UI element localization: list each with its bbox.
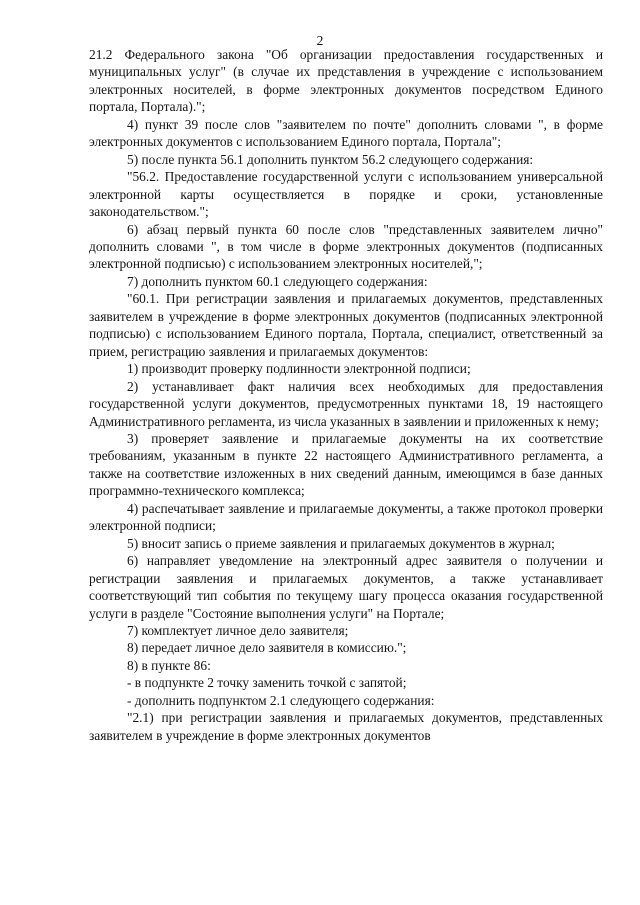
paragraph: "56.2. Предоставление государственной услуги с использованием универсальной электронной карты осуществляется в порядке и сроки, установленные законодательством."; [89,169,603,220]
paragraph: 7) дополнить пунктом 60.1 следующего содержания: [127,273,428,289]
paragraph: 5) после пункта 56.1 дополнить пунктом 56.2 следующего содержания: [127,151,534,167]
paragraph: 6) направляет уведомление на электронный адрес заявителя о получении и регистрации заявления и прилагаемых документов, а также устанавливает соответствующий тип события по текущему шагу процесса оказания государственной услуги в разделе "Состояние выполнения услуги" на Портале; [89,553,603,621]
paragraph: - в подпункте 2 точку заменить точкой с запятой; [127,675,407,691]
paragraph: 7) комплектует личное дело заявителя; [127,622,349,638]
paragraph: 6) абзац первый пункта 60 после слов "представленных заявителем лично" дополнить словами ", в том числе в форме электронных документов (подписанных электронной подписью) с использованием электронных носителей,"; [89,221,603,272]
paragraph: 8) в пункте 86: [127,657,211,673]
page-number: 2 [316,33,324,48]
paragraph: 5) вносит запись о приеме заявления и прилагаемых документов в журнал; [127,535,555,551]
paragraph: - дополнить подпунктом 2.1 следующего содержания: [127,692,435,708]
paragraph: "2.1) при регистрации заявления и прилагаемых документов, представленных заявителем в учреждение в форме электронных документов [89,710,603,743]
paragraph: 2) устанавливает факт наличия всех необходимых для предоставления государственной услуги документов, предусмотренных пунктами 18, 19 настоящего Административного регламента, из числа указанных в заявлении и приложенных к нему; [89,378,603,429]
paragraph: 8) передает личное дело заявителя в комиссию."; [127,640,407,656]
document-body [89,46,603,744]
paragraph: 4) распечатывает заявление и прилагаемые документы, а также протокол проверки электронной подписи; [89,500,603,534]
paragraph: "60.1. При регистрации заявления и прилагаемых документов, представленных заявителем в учреждение в форме электронных документов (подписанных электронной подписью) с использованием Единого портала, Портала, специалист, ответственный за прием, регистрацию заявления и прилагаемых документов: [89,291,603,359]
paragraph: 21.2 Федерального закона "Об организации предоставления государственных и муниципальных услуг" (в случае их представления в учреждение с использованием электронных носителей, в форме электронных документов посредством Единого портала, Портала)."; [89,47,603,115]
paragraph: 4) пункт 39 после слов "заявителем по почте" дополнить словами ", в форме электронных документов с использованием Единого портала, Портала"; [89,116,603,150]
paragraph: 1) производит проверку подлинности электронной подписи; [127,361,471,377]
paragraph: 3) проверяет заявление и прилагаемые документы на их соответствие требованиям, указанным в пункте 22 настоящего Административного регламента, а также на соответствие изложенных в них сведений данным, имеющимся в базе данных программно-технического комплекса; [89,430,603,499]
